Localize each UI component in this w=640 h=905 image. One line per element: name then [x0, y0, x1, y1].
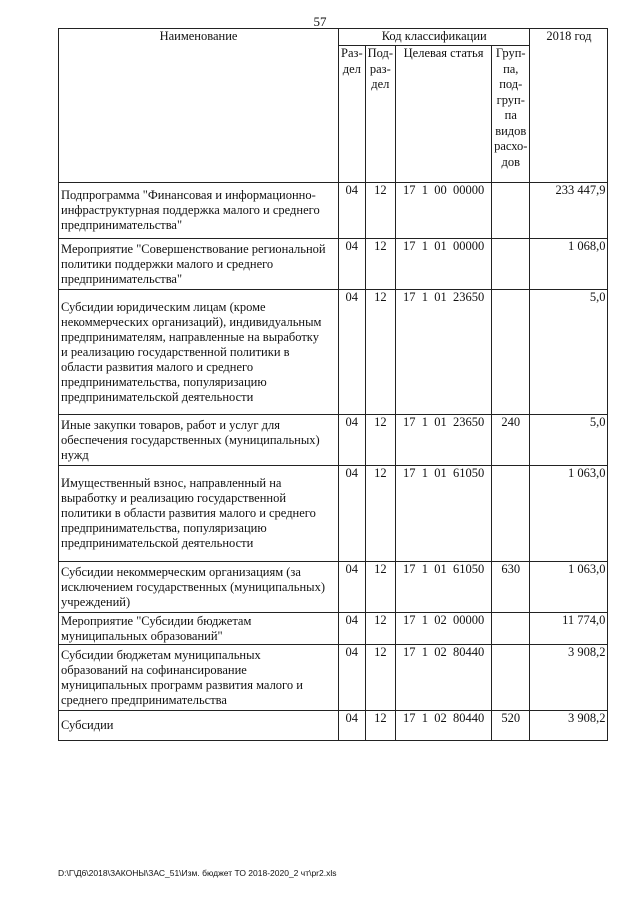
- row-group: [492, 290, 530, 415]
- row-razdel: 04: [339, 562, 366, 613]
- table-row: [59, 183, 608, 239]
- row-amount: 5,0: [530, 290, 608, 415]
- header-classification: Код классификации: [339, 29, 530, 46]
- row-amount: 3 908,2: [530, 645, 608, 711]
- row-podrazdel: 12: [365, 290, 395, 415]
- table-row: [59, 645, 608, 711]
- row-name: Субсидии некоммерческим организациям (за исключением государственных (муниципальных) учреждений): [59, 562, 339, 613]
- row-name: Имущественный взнос, направленный на выработку и реализацию государственной политики в области развития малого и среднего предпринимательства, популяризацию предпринимательской деятельности: [59, 466, 339, 562]
- row-target: 17 1 01 61050: [396, 466, 492, 562]
- row-target: 17 1 02 80440: [396, 645, 492, 711]
- row-razdel: 04: [339, 415, 366, 466]
- row-name: Иные закупки товаров, работ и услуг для обеспечения государственных (муниципальных) нужд: [59, 415, 339, 466]
- budget-table: [58, 28, 608, 741]
- row-group: [492, 239, 530, 290]
- table-row: [59, 415, 608, 466]
- row-target: 17 1 01 23650: [396, 290, 492, 415]
- row-group: [492, 645, 530, 711]
- header-group: Груп- па, под- груп- па видов расхо- дов: [492, 46, 530, 183]
- row-podrazdel: 12: [365, 645, 395, 711]
- header-podrazdel: Под- раз- дел: [365, 46, 395, 183]
- row-name: Подпрограмма "Финансовая и информационно- инфраструктурная поддержка малого и среднего предпринимательства": [59, 183, 339, 239]
- row-razdel: 04: [339, 613, 366, 645]
- row-group: 240: [492, 415, 530, 466]
- table-row: [59, 466, 608, 562]
- row-razdel: 04: [339, 183, 366, 239]
- row-podrazdel: 12: [365, 239, 395, 290]
- row-target: 17 1 01 00000: [396, 239, 492, 290]
- row-target: 17 1 01 23650: [396, 415, 492, 466]
- row-razdel: 04: [339, 290, 366, 415]
- header-target: Целевая статья: [396, 46, 492, 183]
- row-target: 17 1 02 00000: [396, 613, 492, 645]
- row-name: Субсидии юридическим лицам (кроме некоммерческих организаций), индивидуальным предпринимателям, направленные на выработку и реализацию государственной политики в области развития малого и среднего предпринимательства, популяризацию предпринимательской деятельности: [59, 290, 339, 415]
- row-target: 17 1 02 80440: [396, 711, 492, 741]
- table-row: [59, 290, 608, 415]
- row-razdel: 04: [339, 711, 366, 741]
- row-podrazdel: 12: [365, 613, 395, 645]
- table-row: [59, 239, 608, 290]
- row-razdel: 04: [339, 239, 366, 290]
- row-group: 630: [492, 562, 530, 613]
- header-razdel: Раз- дел: [339, 46, 366, 183]
- table-row: [59, 711, 608, 741]
- row-podrazdel: 12: [365, 183, 395, 239]
- row-amount: 1 068,0: [530, 239, 608, 290]
- row-group: [492, 466, 530, 562]
- row-group: 520: [492, 711, 530, 741]
- table-row: [59, 562, 608, 613]
- row-group: [492, 183, 530, 239]
- row-amount: 1 063,0: [530, 466, 608, 562]
- row-razdel: 04: [339, 466, 366, 562]
- row-amount: 233 447,9: [530, 183, 608, 239]
- row-podrazdel: 12: [365, 711, 395, 741]
- row-name: Субсидии бюджетам муниципальных образований на софинансирование муниципальных программ развития малого и среднего предпринимательства: [59, 645, 339, 711]
- row-group: [492, 613, 530, 645]
- row-amount: 11 774,0: [530, 613, 608, 645]
- row-target: 17 1 01 61050: [396, 562, 492, 613]
- row-amount: 5,0: [530, 415, 608, 466]
- row-name: Мероприятие "Совершенствование региональной политики поддержки малого и среднего предпринимательства": [59, 239, 339, 290]
- row-podrazdel: 12: [365, 415, 395, 466]
- row-name: Мероприятие "Субсидии бюджетам муниципальных образований": [59, 613, 339, 645]
- header-year: 2018 год: [530, 29, 608, 183]
- row-podrazdel: 12: [365, 562, 395, 613]
- page-number: 57: [313, 14, 327, 29]
- header-row-1: [59, 29, 608, 46]
- table-row: [59, 613, 608, 645]
- file-path-footer: D:\Г\Д6\2018\ЗАКОНЫ\ЗАС_51\Изм. бюджет ТО 2018-2020_2 чт\pr2.xls: [58, 868, 337, 878]
- row-amount: 3 908,2: [530, 711, 608, 741]
- header-name: Наименование: [59, 29, 339, 183]
- row-name: Субсидии: [59, 711, 339, 741]
- row-amount: 1 063,0: [530, 562, 608, 613]
- row-target: 17 1 00 00000: [396, 183, 492, 239]
- row-podrazdel: 12: [365, 466, 395, 562]
- row-razdel: 04: [339, 645, 366, 711]
